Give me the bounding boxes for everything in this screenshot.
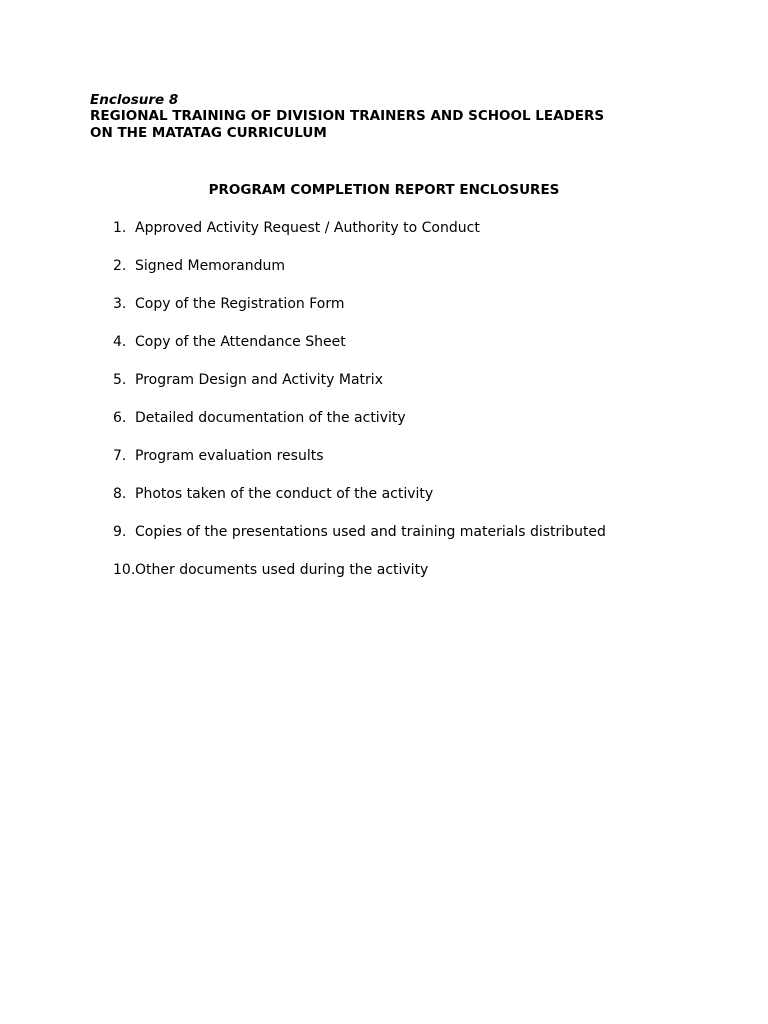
list-item: [113, 410, 713, 448]
list-item: [113, 220, 713, 258]
list-item: [113, 334, 713, 372]
list-item-number: 7.: [113, 448, 127, 464]
list-item-number: 4.: [113, 334, 127, 350]
list-item-text: Other documents used during the activity: [135, 562, 429, 578]
document-title-line-2: ON THE MATATAG CURRICULUM: [90, 124, 327, 141]
list-item-text: Photos taken of the conduct of the activity: [135, 486, 434, 502]
list-item-number: 8.: [113, 486, 127, 502]
list-item: [113, 486, 713, 524]
document-title-line-1: REGIONAL TRAINING OF DIVISION TRAINERS AND SCHOOL LEADERS: [90, 108, 605, 124]
list-item-text: Detailed documentation of the activity: [135, 410, 406, 426]
list-item-number: 5.: [113, 372, 127, 388]
list-item-text: Copy of the Registration Form: [135, 296, 345, 312]
list-item-number: 10.: [113, 562, 136, 578]
document-header: [90, 92, 690, 141]
list-item: [113, 524, 713, 562]
list-item-number: 1.: [113, 220, 127, 236]
list-item-text: Approved Activity Request / Authority to Conduct: [135, 220, 480, 236]
list-item-text: Signed Memorandum: [135, 258, 285, 274]
list-item-text: Program evaluation results: [135, 448, 324, 464]
list-item-text: Copies of the presentations used and training materials distributed: [135, 524, 606, 540]
list-item: [113, 562, 713, 600]
section-title: PROGRAM COMPLETION REPORT ENCLOSURES: [208, 182, 560, 198]
list-item: [113, 448, 713, 486]
list-item: [113, 296, 713, 334]
list-item-number: 3.: [113, 296, 127, 312]
enclosure-label: Enclosure 8: [90, 92, 179, 108]
enclosure-list: [113, 220, 713, 600]
list-item-number: 6.: [113, 410, 127, 426]
list-item-number: 9.: [113, 524, 127, 540]
list-item: [113, 258, 713, 296]
list-item-text: Copy of the Attendance Sheet: [135, 334, 346, 350]
list-item-text: Program Design and Activity Matrix: [135, 372, 383, 388]
list-item: [113, 372, 713, 410]
list-item-number: 2.: [113, 258, 127, 274]
